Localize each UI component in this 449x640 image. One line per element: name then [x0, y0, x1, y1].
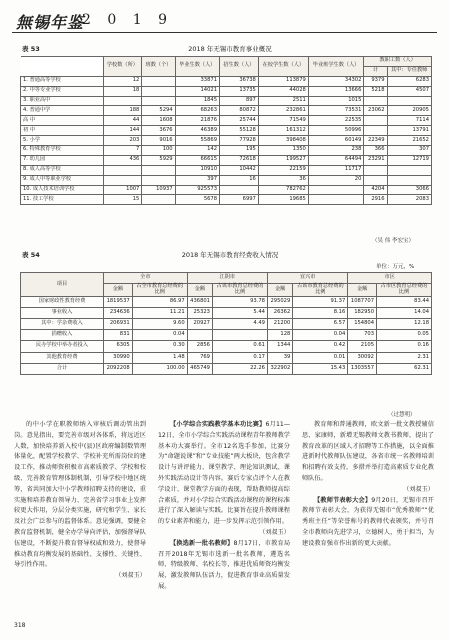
- paragraph: 教育师和普通教师，欧文新一批文教授辅信思、家康师，新增无锡教师文教书教师，提出了教育改革的区域人才招聘等工作措施，以全面推进新时代教师队伍建设，各省市统一名教师培训和招聘有效支持，多措并举打造高素质专业化教师队伍。: [302, 421, 434, 482]
- table-cell: [387, 96, 431, 106]
- table-cell: 206931: [104, 319, 133, 330]
- page-number: 318: [14, 622, 26, 629]
- table-cell: 144: [103, 126, 142, 136]
- col-amount: 金额: [267, 284, 292, 297]
- row-label: 5. 小学: [21, 136, 104, 146]
- paragraph-text: 6月11—12日，全市小学综合实践活动课程青年教师教学基本功大赛举行。全市12名选手参加，比赛分为“命题说课”和“专业技能”两大板块，包含教学设计与讲评能力、课堂教学、理论知识测试、课外实践活动设计等内容。赛后专家点评个人在教学设计、课堂教学方面的表现，帮助教师提高综合素质，并对小学综合实践活动课程的课程标准进行了深入解读与实践。比赛旨在提升教师课程的专业素养和能力，进一步发挥示范引领作用。: [158, 421, 290, 526]
- table-cell: [364, 175, 387, 185]
- col-in-school: 在校学生数（人）: [258, 57, 308, 77]
- table-cell: 13666: [308, 86, 364, 96]
- table-cell: 10937: [142, 185, 175, 195]
- table-cell: 22.26: [212, 363, 267, 374]
- table-cell: [142, 76, 175, 86]
- col-share-city: 占全市教育总经费的比例: [132, 284, 187, 297]
- row-label: 10. 成人技术培训学校: [21, 185, 104, 195]
- table-cell: 23291: [364, 155, 387, 165]
- col-grad-students: 毕业班学生数（人）: [308, 57, 364, 77]
- col-amount: 金额: [104, 284, 133, 297]
- table-cell: [142, 96, 175, 106]
- table-cell: [103, 165, 142, 175]
- table-cell: 199527: [258, 155, 308, 165]
- table-cell: 465749: [187, 363, 212, 374]
- table-cell: 5.44: [212, 308, 267, 319]
- table-cell: [220, 185, 259, 195]
- table-cell: 11.21: [132, 308, 187, 319]
- table-cell: 113879: [258, 76, 308, 86]
- table-cell: 4.49: [212, 319, 267, 330]
- author: （刘叔玉）: [403, 485, 434, 493]
- col-school-count: 学校数（所）: [103, 57, 142, 77]
- group-city: 全市: [104, 273, 188, 284]
- table-cell: 2916: [364, 195, 387, 205]
- table-cell: 0.17: [212, 352, 267, 363]
- table-row: [21, 185, 432, 195]
- table-cell: 73531: [308, 106, 364, 116]
- table-cell: 5294: [142, 106, 175, 116]
- author: （刘叔玉）: [115, 572, 146, 580]
- table-cell: 12.18: [377, 319, 432, 330]
- table-cell: 100: [142, 146, 175, 156]
- table-cell: 72618: [220, 155, 259, 165]
- body-text: [14, 420, 434, 630]
- table-cell: 1845: [175, 96, 219, 106]
- table-cell: 10442: [220, 165, 259, 175]
- row-label: 11. 技工学校: [21, 195, 104, 205]
- table-cell: [142, 195, 175, 205]
- table-cell: [142, 175, 175, 185]
- table-cell: 0.16: [377, 341, 432, 352]
- table-row: [21, 76, 432, 86]
- running-header: [12, 6, 437, 36]
- table-cell: 44: [103, 116, 142, 126]
- group-jiangyin: 江阴市: [187, 273, 267, 284]
- table-cell: 77928: [220, 136, 259, 146]
- table54-unit: 单位：万元，%: [376, 264, 415, 270]
- table-cell: 83.44: [377, 297, 432, 308]
- col-staff: 教职工数（人）: [364, 57, 432, 67]
- col-blank: [21, 57, 104, 77]
- column-2: [158, 420, 290, 630]
- table-cell: 66615: [175, 155, 219, 165]
- table-cell: 7: [103, 146, 142, 156]
- row-label: 其他教育经费: [21, 352, 104, 363]
- table-cell: 307: [387, 146, 431, 156]
- table-cell: 12719: [387, 155, 431, 165]
- row-label: 民办学校中举办者投入: [21, 341, 104, 352]
- table-cell: 398408: [258, 136, 308, 146]
- column-3: [302, 420, 434, 630]
- table-cell: 182950: [348, 308, 377, 319]
- table-cell: 9016: [142, 136, 175, 146]
- table-cell: 2.31: [377, 352, 432, 363]
- table54: [20, 272, 432, 375]
- table-cell: 30092: [348, 352, 377, 363]
- table-row: [21, 341, 432, 352]
- table-cell: 22535: [308, 116, 364, 126]
- table-cell: 86.97: [132, 297, 187, 308]
- table-cell: 782762: [258, 185, 308, 195]
- author: （刘叔玉）: [259, 528, 290, 536]
- row-label: 2. 中等专业学校: [21, 86, 104, 96]
- table-row: [21, 297, 432, 308]
- table-cell: 238: [308, 146, 364, 156]
- table-cell: 3066: [387, 185, 431, 195]
- table-cell: 36: [258, 175, 308, 185]
- table-cell: 897: [220, 96, 259, 106]
- col-amount: 金额: [348, 284, 377, 297]
- row-label: 合计: [21, 363, 104, 374]
- col-amount: 金额: [187, 284, 212, 297]
- table-cell: 232861: [258, 106, 308, 116]
- column-1: [14, 420, 146, 630]
- paragraph: [158, 539, 290, 593]
- row-label: 捐赠收入: [21, 330, 104, 341]
- table-cell: 0.01: [293, 352, 348, 363]
- table-cell: 39: [267, 352, 292, 363]
- table-cell: 44028: [258, 86, 308, 96]
- table-cell: 15: [103, 195, 142, 205]
- table-row: [21, 352, 432, 363]
- row-label: 8. 成人高等学校: [21, 165, 104, 175]
- table-cell: [364, 116, 387, 126]
- table-cell: 142: [175, 146, 219, 156]
- table-cell: 0.05: [377, 330, 432, 341]
- table-row: [21, 330, 432, 341]
- table-cell: 703: [348, 330, 377, 341]
- table-cell: 34302: [308, 76, 364, 86]
- table-cell: 18: [103, 86, 142, 96]
- table-cell: 10910: [175, 165, 219, 175]
- table-cell: 234636: [104, 308, 133, 319]
- table-row: [21, 126, 432, 136]
- table-cell: 1.48: [132, 352, 187, 363]
- table-cell: [387, 175, 431, 185]
- table-cell: 93.78: [212, 297, 267, 308]
- paragraph: [158, 420, 290, 528]
- table-cell: [187, 330, 212, 341]
- table54-source: （过慧明）: [388, 412, 416, 418]
- table-cell: [142, 165, 175, 175]
- table-row: [21, 165, 432, 175]
- table-cell: 91.37: [293, 297, 348, 308]
- table-cell: 7114: [387, 116, 431, 126]
- table-cell: 22159: [258, 165, 308, 175]
- table-cell: 25323: [187, 308, 212, 319]
- table-cell: 6997: [220, 195, 259, 205]
- table-cell: 1087707: [348, 297, 377, 308]
- table-row: [21, 146, 432, 156]
- paragraph-text: 9月20日，无锡市召开教师节表彰大会，为获得无锡市“优秀教师”“优秀班主任”等荣誉称号的教师代表颁奖，并号召全市教师向先进学习，立德树人，勇于担当，为建设教育强市作出新的更大贡献。: [302, 496, 434, 547]
- table-cell: [212, 330, 267, 341]
- table-row: [21, 106, 432, 116]
- table-cell: 925573: [175, 185, 219, 195]
- table53: [20, 56, 432, 205]
- table-cell: 80872: [220, 106, 259, 116]
- table-cell: 46389: [175, 126, 219, 136]
- table-cell: 12: [103, 76, 142, 86]
- col-graduates: 毕业生数（人）: [175, 57, 219, 77]
- row-label: 3. 职业高中: [21, 96, 104, 106]
- table-cell: [364, 126, 387, 136]
- table-cell: 1007: [103, 185, 142, 195]
- table53-title: 2018 年无锡市教育事业概况: [188, 45, 272, 53]
- table-cell: 25744: [220, 116, 259, 126]
- table-row: [21, 195, 432, 205]
- table-cell: 1819537: [104, 297, 133, 308]
- col-share-county: 占该市教育总经费的比例: [212, 284, 267, 297]
- row-label: 9. 成人中等职业学校: [21, 175, 104, 185]
- table-cell: 6283: [387, 76, 431, 86]
- table-cell: 4204: [364, 185, 387, 195]
- table-cell: [142, 86, 175, 96]
- table-cell: 0.04: [293, 330, 348, 341]
- table-cell: 161312: [258, 126, 308, 136]
- table-cell: 5678: [175, 195, 219, 205]
- table-cell: 5218: [364, 86, 387, 96]
- col-enrolled: 招生数（人）: [220, 57, 259, 77]
- table-cell: 6305: [104, 341, 133, 352]
- table-cell: 13791: [387, 126, 431, 136]
- table-cell: 100.00: [132, 363, 187, 374]
- table-cell: 0.04: [132, 330, 187, 341]
- col-share-district: 占市区教育总经费的比例: [377, 284, 432, 297]
- table-cell: 2856: [187, 341, 212, 352]
- table-row: [21, 175, 432, 185]
- table-cell: 4507: [387, 86, 431, 96]
- table-cell: 21652: [387, 136, 431, 146]
- paragraph: [302, 496, 434, 550]
- col-teachers: 其中：专任教师: [387, 66, 431, 76]
- table-cell: 55128: [220, 126, 259, 136]
- table-cell: 21876: [175, 116, 219, 126]
- table-cell: 1350: [258, 146, 308, 156]
- table-cell: 11717: [308, 165, 364, 175]
- table-cell: 1015: [308, 96, 364, 106]
- table-cell: 5929: [142, 155, 175, 165]
- table-cell: 769: [187, 352, 212, 363]
- table-cell: 0.42: [293, 341, 348, 352]
- table-cell: 19685: [258, 195, 308, 205]
- table-cell: 55869: [175, 136, 219, 146]
- table-cell: 188: [103, 106, 142, 116]
- table-cell: 15.43: [293, 363, 348, 374]
- table-cell: 203: [103, 136, 142, 146]
- table-cell: 22349: [364, 136, 387, 146]
- table53-label: 表 53: [22, 45, 40, 53]
- col-staff-total: 计: [364, 66, 387, 76]
- row-label: 国家财政性教育经费: [21, 297, 104, 308]
- table-cell: 436: [103, 155, 142, 165]
- table-cell: [103, 96, 142, 106]
- row-label: 7. 幼儿园: [21, 155, 104, 165]
- yearbook-title: 無锡年鉴: [16, 13, 85, 32]
- row-label: 初 中: [21, 126, 104, 136]
- row-label: 高 中: [21, 116, 104, 126]
- table-cell: [387, 165, 431, 175]
- col-class-count: 班数（个）: [142, 57, 175, 77]
- row-label: 4. 普通中学: [21, 106, 104, 116]
- table-cell: 23062: [364, 106, 387, 116]
- table-cell: 2083: [387, 195, 431, 205]
- table-cell: 6.57: [293, 319, 348, 330]
- table-cell: 0.61: [212, 341, 267, 352]
- row-label: 其中：学杂费收入: [21, 319, 104, 330]
- col-item: 项目: [21, 273, 104, 297]
- table-cell: 2511: [258, 96, 308, 106]
- table-cell: 195: [220, 146, 259, 156]
- table-cell: 366: [364, 146, 387, 156]
- table-cell: 62.31: [377, 363, 432, 374]
- table-cell: [364, 96, 387, 106]
- table-cell: 71549: [258, 116, 308, 126]
- yearbook-year: 2 0 1 9: [82, 12, 173, 28]
- table53-source: （吴 伟 李宏宝）: [372, 238, 414, 244]
- table-row: [21, 136, 432, 146]
- table-cell: 0.30: [132, 341, 187, 352]
- table-row: [21, 319, 432, 330]
- table-cell: 36738: [220, 76, 259, 86]
- table-cell: 322902: [267, 363, 292, 374]
- table-cell: 295029: [267, 297, 292, 308]
- table-cell: 20927: [187, 319, 212, 330]
- table-cell: 26362: [267, 308, 292, 319]
- table-cell: [308, 195, 364, 205]
- table-cell: 436801: [187, 297, 212, 308]
- table-cell: 33871: [175, 76, 219, 86]
- table-cell: 1608: [142, 116, 175, 126]
- table-row: [21, 363, 432, 374]
- section-heading: 【换选新一批名教师】: [170, 539, 234, 547]
- table-cell: 2092208: [104, 363, 133, 374]
- table-cell: 60149: [308, 136, 364, 146]
- table-cell: 13735: [220, 86, 259, 96]
- paragraph: 的中小学在职教师纳入审核后调动管出到岗。意见指出，要完善市级对各体系，将远近区人数，加快培养新入校中(县)区政府编制数管理体量化，配置学校教学、学校补充所需岗位的建设工作，推动师资积极市高素质教学、学校和校级、完善教育管理体制机制，引导学校中地区统筹，省共同加大中小学教师招聘支持的建设，重实施和培养教育领导力、完善省学习事业上发挥较更大作用，分层分类实施，研究和学生、家长及社会广泛参与的监督体系。意见强调，要健全教育监督机制，健全办学导向评估，加强督导队伍建设，不断提升教育督导权威和效力，使督导推动教育均衡发展的基础性、支撑性、关键性、导引性作用。: [14, 421, 146, 569]
- table-row: [21, 86, 432, 96]
- table-row: [21, 308, 432, 319]
- table-cell: 2105: [348, 341, 377, 352]
- section-heading: 【小学综合实践教学基本功比赛】: [170, 421, 266, 428]
- table-row: [21, 116, 432, 126]
- table-cell: 154804: [348, 319, 377, 330]
- table-cell: 397: [175, 175, 219, 185]
- group-yixing: 宜兴市: [267, 273, 347, 284]
- table-cell: [364, 165, 387, 175]
- table-cell: 68263: [175, 106, 219, 116]
- table-row: [21, 155, 432, 165]
- table-cell: 128: [267, 330, 292, 341]
- table54-title: 2018 年无锡市教育经费收入情况: [181, 251, 279, 259]
- section-heading: 【教师节表彰大会】: [314, 496, 372, 504]
- table-cell: 16: [220, 175, 259, 185]
- row-label: 1. 普通高等学校: [21, 76, 104, 86]
- group-urban: 市区: [348, 273, 432, 284]
- header-rule: [12, 32, 437, 33]
- table-cell: 14.04: [377, 308, 432, 319]
- table-cell: 50996: [308, 126, 364, 136]
- table54-label: 表 54: [22, 251, 40, 259]
- table-cell: 64494: [308, 155, 364, 165]
- table-cell: 21200: [267, 319, 292, 330]
- row-label: 6. 特殊教育学校: [21, 146, 104, 156]
- table-cell: 9379: [364, 76, 387, 86]
- table-cell: 9.60: [132, 319, 187, 330]
- table-cell: 20: [308, 175, 364, 185]
- table-cell: 1344: [267, 341, 292, 352]
- table-cell: 8.16: [293, 308, 348, 319]
- table-cell: 14021: [175, 86, 219, 96]
- table-cell: 1303557: [348, 363, 377, 374]
- table-row: [21, 96, 432, 106]
- table-cell: [308, 185, 364, 195]
- paragraph-text: 8月17日，市教育局召开2018年无锡市选新一批名教师，遴选名师、特级教师、名校长等，推进优质师资均衡发展，激发教师队伍活力，促进教育事业高质量发展。: [158, 539, 290, 590]
- table-cell: 831: [104, 330, 133, 341]
- table-cell: 30990: [104, 352, 133, 363]
- table-cell: [103, 175, 142, 185]
- col-share-county: 占该市教育总经费的比例: [293, 284, 348, 297]
- table-cell: 3676: [142, 126, 175, 136]
- row-label: 事业收入: [21, 308, 104, 319]
- table-cell: 20905: [387, 106, 431, 116]
